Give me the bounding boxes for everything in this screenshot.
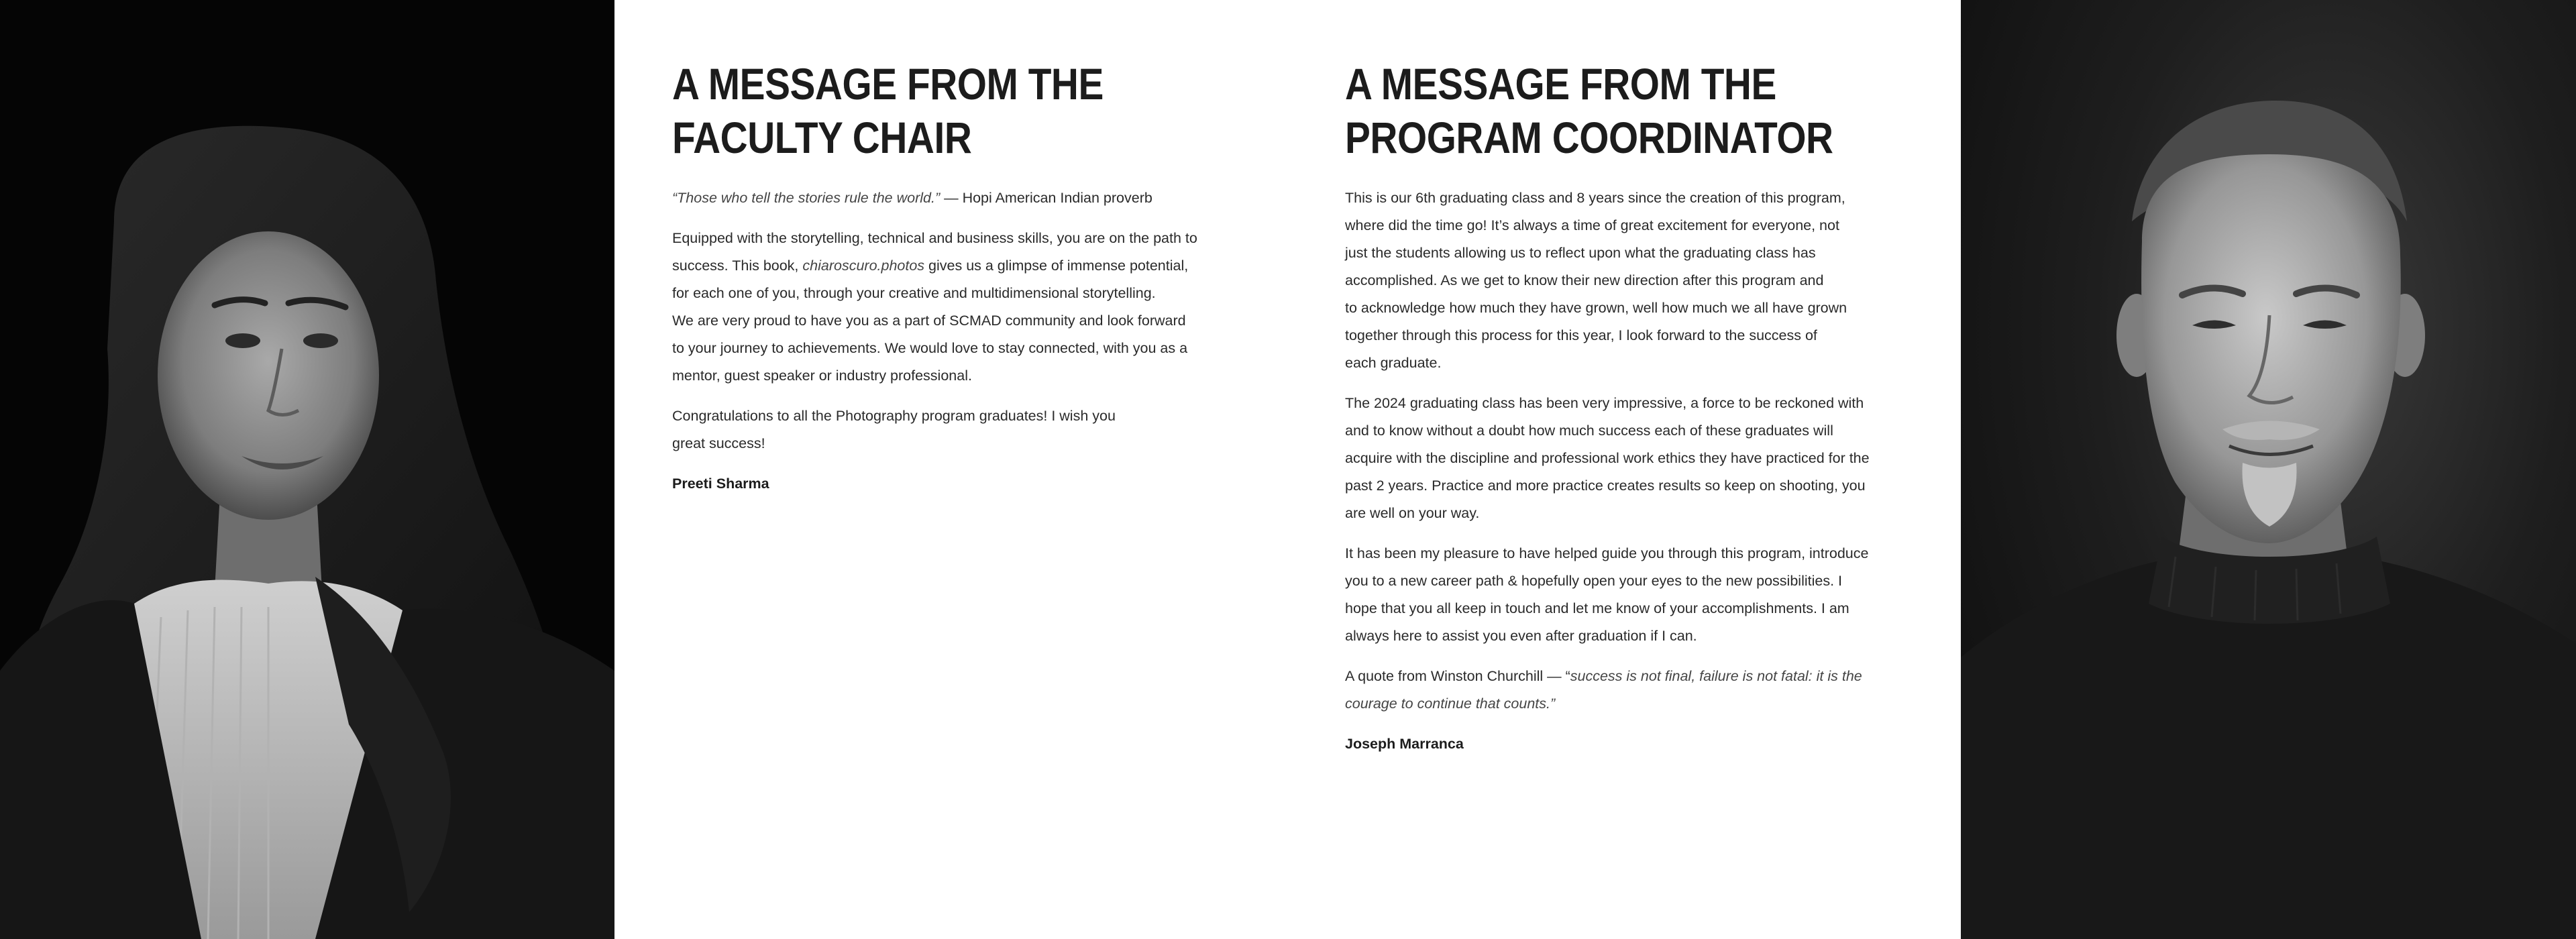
text-line: where did the time go! It’s always a time of great excitement for everyone, not: [1345, 217, 1839, 233]
faculty-chair-heading-line2: FACULTY CHAIR: [672, 113, 972, 162]
text-line: for each one of you, through your creative and multidimensional storytelling.: [672, 285, 1156, 301]
faculty-chair-paragraph-1: [672, 225, 1242, 390]
text-line: each graduate.: [1345, 355, 1442, 371]
program-coordinator-heading-line2: PROGRAM COORDINATOR: [1345, 113, 1833, 162]
program-coordinator-paragraph-3: [1345, 540, 1915, 650]
program-coordinator-paragraph-1: [1345, 184, 1915, 377]
program-coordinator-portrait: [1961, 0, 2576, 939]
program-coordinator-heading-line1: A MESSAGE FROM THE: [1345, 59, 1776, 109]
faculty-chair-signature: Preeti Sharma: [672, 476, 769, 492]
churchill-quote: [1345, 663, 1915, 718]
epigraph-quote: “Those who tell the stories rule the world.”: [672, 190, 941, 206]
faculty-chair-heading-line1: A MESSAGE FROM THE: [672, 59, 1104, 109]
program-coordinator-message: [1345, 57, 1915, 758]
quote-text: success is not final, failure is not fatal: it is the: [1570, 668, 1862, 684]
faculty-chair-portrait-illustration: [0, 0, 614, 939]
faculty-chair-paragraph-2: [672, 402, 1242, 457]
text-line: acquire with the discipline and professional work ethics they have practiced for the: [1345, 450, 1870, 466]
text-line: [1345, 690, 1915, 718]
epigraph-source: — Hopi American Indian proverb: [940, 190, 1152, 206]
text-line: It has been my pleasure to have helped guide you through this program, introduce: [1345, 545, 1869, 561]
program-coordinator-heading: [1345, 57, 1922, 164]
text-line: together through this process for this year, I look forward to the success of: [1345, 327, 1817, 343]
text-line: We are very proud to have you as a part of SCMAD community and look forward: [672, 313, 1186, 329]
text-fragment: success. This book,: [672, 258, 803, 274]
text-line: you to a new career path & hopefully open your eyes to the new possibilities. I: [1345, 573, 1842, 589]
text-line: mentor, guest speaker or industry professional.: [672, 368, 972, 384]
text-line: hope that you all keep in touch and let me know of your accomplishments. I am: [1345, 600, 1849, 616]
faculty-chair-heading: [672, 57, 1249, 164]
text-line: [1345, 663, 1915, 690]
text-line: and to know without a doubt how much success each of these graduates will: [1345, 423, 1833, 439]
text-line: Equipped with the storytelling, technical and business skills, you are on the path to: [672, 230, 1197, 246]
faculty-chair-message: [672, 57, 1242, 498]
text-line: great success!: [672, 435, 765, 451]
text-fragment: gives us a glimpse of immense potential,: [924, 258, 1189, 274]
program-coordinator-paragraph-2: [1345, 390, 1915, 527]
text-line: The 2024 graduating class has been very impressive, a force to be reckoned with: [1345, 395, 1864, 411]
quote-text: courage to continue that counts.”: [1345, 696, 1556, 712]
epigraph: [672, 184, 1242, 212]
text-line: Congratulations to all the Photography program graduates! I wish you: [672, 408, 1116, 424]
book-title: chiaroscuro.photos: [802, 258, 925, 274]
text-line: past 2 years. Practice and more practice creates results so keep on shooting, you: [1345, 478, 1866, 494]
program-coordinator-signature: Joseph Marranca: [1345, 736, 1464, 752]
text-line: to your journey to achievements. We would love to stay connected, with you as a: [672, 340, 1188, 356]
program-coordinator-portrait-illustration: [1961, 0, 2576, 939]
text-line: to acknowledge how much they have grown, well how much we all have grown: [1345, 300, 1847, 316]
text-line: always here to assist you even after graduation if I can.: [1345, 628, 1697, 644]
text-line: accomplished. As we get to know their new direction after this program and: [1345, 272, 1824, 288]
text-line: are well on your way.: [1345, 505, 1480, 521]
quote-attribution: A quote from Winston Churchill — “: [1345, 668, 1570, 684]
text-line: just the students allowing us to reflect upon what the graduating class has: [1345, 245, 1816, 261]
text-line: [672, 252, 1242, 280]
text-line: This is our 6th graduating class and 8 years since the creation of this program,: [1345, 190, 1845, 206]
faculty-chair-portrait: [0, 0, 614, 939]
